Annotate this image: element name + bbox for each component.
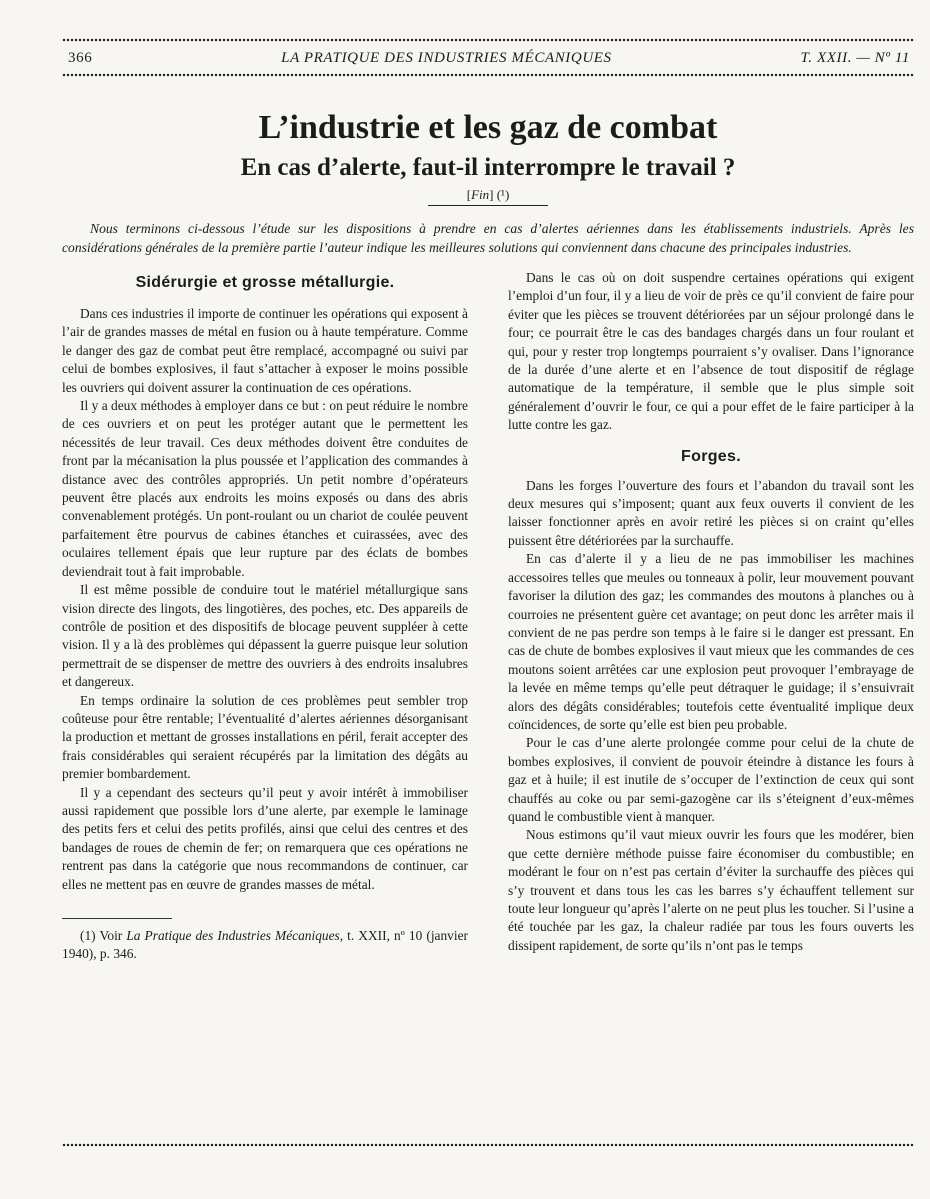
article-intro: Nous terminons ci-dessous l’étude sur les dispositions à prendre en cas d’alertes aériennes dans les établissements industriels. Après les considérations générales de la première partie l’auteur indique les meilleures solutions qui conviennent dans chacune des principales industries. (62, 221, 914, 255)
paragraph: En temps ordinaire la solution de ces problèmes peut sembler trop coûteuse pour être rentable; l’éventualité d’alertes aériennes désorganisant la production et mettant de grosses installations en péril, ferait accepter des frais considérables qui seraient récupérés par la limitation des dégâts au premier bombardement. (62, 692, 468, 782)
paragraph: Dans les forges l’ouverture des fours et l’abandon du travail sont les deux mesures qui s’imposent; quant aux feux ouverts il convient de les laisser fonctionner après en avoir retiré les pièces si on craint qu’elles puissent être détériorées par la surchauffe. (508, 477, 914, 548)
fin-label: Fin (471, 187, 490, 202)
footnote-rule (62, 918, 172, 919)
article-subtitle: En cas d’alerte, faut-il interrompre le travail ? (240, 154, 736, 181)
section-heading-forges: Forges. (681, 447, 741, 465)
bottom-dotted-rule (62, 1143, 914, 1147)
paragraph: Nous estimons qu’il vaut mieux ouvrir les fours que les modérer, bien que cette dernière méthode puisse faire économiser du combustible; en modérant le four on n’est pas certain d’éviter la surchauffe des pièces qui s’y trouvent et dans tous les cas les barres s’y échauffent tellement sur toute leur longueur qu’après l’alerte on ne peut plus les toucher. Si l’usine a été touchée par les gaz, la chaleur radiée par tous les fours ouverts les dissipent rapidement, de sorte qu’ils n’ont pas le temps (508, 827, 914, 953)
header-dotted-rule (62, 73, 914, 77)
page (62, 38, 914, 964)
paragraph: Dans le cas où on doit suspendre certaines opérations qui exigent l’emploi d’un four, il y a lieu de voir de près ce qu’il convient de faire pour éviter que les pièces se trouvent détériorées par un séjour prolongé dans le four; ce pourrait être le cas des bandages chargés dans un four roulant et qui, pour y rester trop longtemps pourraient s’y ovaliser. Dans l’ignorance de la durée d’une alerte et en l’absence de tout dispositif de réglage automatique de la température, il semble que le plus simple soit généralement d’ouvrir le four, ce qui a pour effet de le faire participer à la lutte contre les gaz. (508, 270, 914, 433)
footnote-journal: La Pratique des Industries Mécaniques (126, 928, 340, 943)
fin-note: (¹) (496, 187, 510, 202)
journal-title: LA PRATIQUE DES INDUSTRIES MÉCANIQUES (281, 50, 612, 66)
footnote-prefix: (1) Voir (80, 928, 127, 943)
section-heading-siderurgie: Sidérurgie et grosse métallurgie. (135, 274, 395, 291)
article-title: L’industrie et les gaz de combat (258, 109, 718, 146)
paragraph: Il y a deux méthodes à employer dans ce but : on peut réduire le nombre de ces ouvriers et on peut les protéger autant que le permettent les nécessités de leur travail. Ces deux méthodes doivent être conduites de front par la mécanisation la plus poussée et l’application des commandes à distance avec des contrôles appropriés. Un petit nombre d’opérateurs peuvent être placés aux endroits les moins exposés ou dans des abris convenablement protégés. Un pont-roulant ou un chariot de coulée peuvent parfaitement être pourvus de cabines étanches et cuirassées, avec des oculaires tellement épais que leur rupture par des éclats de bombes deviendrait tout à fait improbable. (62, 398, 468, 579)
paragraph: Il y a cependant des secteurs qu’il peut y avoir intérêt à immobiliser aussi rapidement que possible lors d’une alerte, par exemple le laminage des petits fers et celui des petits profilés, ainsi que celui des centres et des bandages de roues de chemin de fer; on remarquera que ces opérations ne rentrent pas dans la catégorie que nous recommandons de continuer, car elles ne mettent pas en œuvre de grandes masses de métal. (62, 784, 468, 892)
fin-marker: [Fin] (¹) (466, 187, 510, 202)
volume-issue: T. XXII. — Nº 11 (800, 50, 910, 66)
right-column (508, 269, 914, 964)
title-rule (428, 205, 548, 206)
footnote-suffix: , t. XXII, nº 10 (janvier 1940), p. 346. (62, 928, 468, 962)
paragraph: Il est même possible de conduire tout le matériel métallurgique sans vision directe des lingots, des lingotières, des poches, etc. Des appareils de contrôle de position et des dispositifs de blocage peuvent suppléer à cette vision. Il y a là des problèmes qui dépassent la guerre puisque leur solution permettrait de se dispenser de mettre des ouvriers à des endroits insalubres et dangereux. (62, 582, 468, 690)
running-head (62, 42, 914, 73)
paragraph: En cas d’alerte il y a lieu de ne pas immobiliser les machines accessoires telles que meules ou tonneaux à polir, leur mouvement pouvant favoriser la dilution des gaz; les commandes des moutons à planches ou à courroies ne présentent guère cet avantage; on peut donc les arrêter mais il convient de ne pas perdre son temps à le faire si le danger est pressant. En cas de chute de bombes explosives il vaut mieux que les commandes de ces moutons soient arrêtées car une explosion peut provoquer l’embrayage de la levée en même temps qu’elle peut détraquer le guidage; il s’ensuivrait alors des dégâts considérables; toutefois cette éventualité implique deux coïncidences, de sorte qu’elle est bien peu probable. (508, 551, 914, 732)
paragraph: Pour le cas d’une alerte prolongée comme pour celui de la chute de bombes explosives, il convient de pouvoir éteindre à distance les fours à gaz et à huile; il est inutile de s’occuper de l’extinction de ceux qui sont chauffés au coke ou par semi-gazogène car ils s’éteignent d’eux-mêmes quand le combustible vient à manquer. (508, 735, 914, 824)
body-columns (62, 269, 914, 964)
left-column (62, 269, 468, 964)
paragraph: Dans ces industries il importe de continuer les opérations qui exposent à l’air de grandes masses de métal en fusion ou à haute température. Comme le danger des gaz de combat peut être remplacé, accompagné ou suivi par celui de bombes explosives, il faut s’attacher à exposer le moins possible les ouvriers qui doivent assurer la continuation de ces opérations. (62, 306, 468, 395)
footnote (62, 927, 468, 964)
page-number: 366 (68, 50, 93, 66)
